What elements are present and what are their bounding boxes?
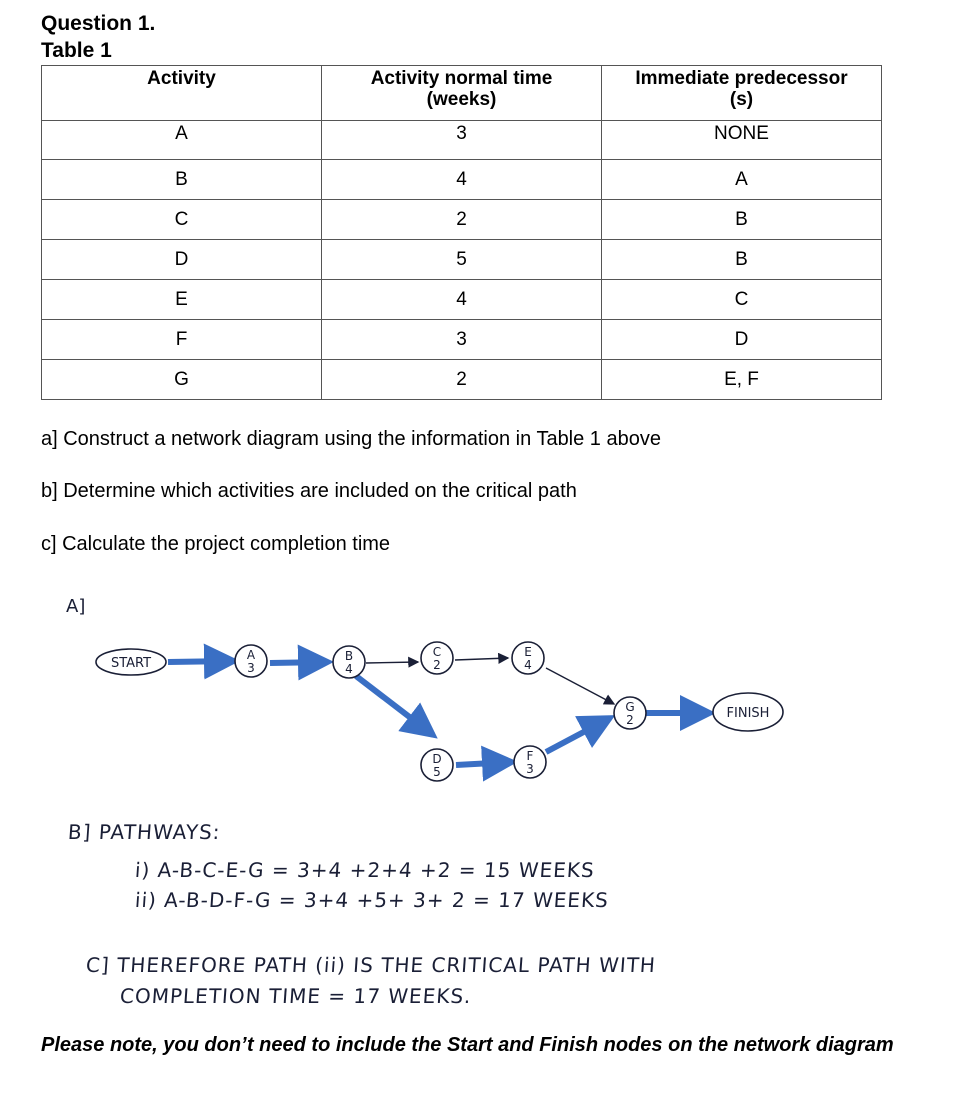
edge-d-f (456, 762, 512, 765)
question-title: Question 1. (41, 12, 156, 35)
table-row (42, 121, 882, 160)
activity-node-duration: 2 (433, 658, 441, 672)
activity-node-letter: G (625, 700, 635, 714)
table-cell: F (42, 320, 322, 360)
column-header (42, 66, 322, 121)
start-node-label: START (110, 656, 152, 671)
column-header-line: Activity normal time (370, 68, 553, 89)
activity-node-letter: B (344, 649, 354, 663)
column-header-line: Activity (147, 68, 216, 89)
table-cell: E, F (602, 360, 882, 400)
activity-node-letter: D (432, 752, 442, 766)
table-row (42, 320, 882, 360)
table-cell: A (602, 160, 882, 200)
conclusion-line-2: COMPLETION TIME = 17 WEEKS. (119, 984, 473, 1008)
finish-node-label: FINISH (726, 706, 770, 721)
diagram-section-label: A] (66, 596, 86, 617)
table-cell: C (42, 200, 322, 240)
table-cell: 5 (322, 240, 602, 280)
table-cell: 4 (322, 160, 602, 200)
table-row (42, 160, 882, 200)
column-header-line: (s) (729, 89, 754, 110)
question-c: c] Calculate the project completion time (41, 533, 391, 555)
activity-node-duration: 4 (345, 662, 353, 676)
conclusion-line-1: C] THEREFORE PATH (ii) IS THE CRITICAL PATH WITH (85, 953, 657, 977)
edge-b-c (366, 662, 418, 663)
activity-node-duration: 3 (247, 661, 255, 675)
table-cell: 3 (322, 121, 602, 160)
edge-f-g (546, 718, 610, 752)
question-b: b] Determine which activities are included on the critical path (41, 480, 577, 502)
table-row (42, 240, 882, 280)
activity-node-letter: E (524, 645, 532, 659)
path-ii: ii) A-B-D-F-G = 3+4 +5+ 3+ 2 = 17 WEEKS (134, 888, 610, 912)
network-diagram (0, 580, 965, 810)
edge-start-a (168, 661, 234, 662)
table-cell: C (602, 280, 882, 320)
table-cell: 2 (322, 200, 602, 240)
table-cell: B (602, 200, 882, 240)
table-body (42, 121, 882, 400)
table-row (42, 200, 882, 240)
activity-node-letter: C (432, 645, 442, 659)
activity-node-duration: 3 (526, 762, 534, 776)
instruction-note: Please note, you don’t need to include the Start and Finish nodes on the network diagram (41, 1034, 894, 1056)
table-title: Table 1 (41, 39, 112, 62)
table-cell: 2 (322, 360, 602, 400)
column-header-line: Immediate predecessor (635, 68, 848, 89)
table-cell: 4 (322, 280, 602, 320)
activity-node-letter: A (246, 648, 256, 662)
table-cell: D (42, 240, 322, 280)
column-header (322, 66, 602, 121)
table-cell: G (42, 360, 322, 400)
edge-e-g (546, 668, 614, 704)
table-header-row (42, 66, 882, 121)
table-row (42, 280, 882, 320)
edge-c-e (455, 658, 508, 660)
path-i: i) A-B-C-E-G = 3+4 +2+4 +2 = 15 WEEKS (134, 858, 596, 882)
activity-node-duration: 5 (433, 765, 441, 779)
activity-node-letter: F (526, 749, 534, 763)
table-cell: E (42, 280, 322, 320)
edge-a-b (270, 662, 328, 663)
activity-table (41, 65, 882, 400)
activity-node-duration: 4 (524, 658, 532, 672)
table-cell: D (602, 320, 882, 360)
table-row (42, 360, 882, 400)
activity-node-duration: 2 (626, 713, 634, 727)
table-cell: NONE (602, 121, 882, 160)
table-cell: 3 (322, 320, 602, 360)
table-cell: B (602, 240, 882, 280)
question-a: a] Construct a network diagram using the information in Table 1 above (41, 428, 661, 450)
column-header-line: (weeks) (426, 89, 497, 110)
table-cell: A (42, 121, 322, 160)
edge-b-d (356, 676, 433, 735)
table-cell: B (42, 160, 322, 200)
column-header (602, 66, 882, 121)
pathways-label: B] PATHWAYS: (67, 820, 222, 844)
